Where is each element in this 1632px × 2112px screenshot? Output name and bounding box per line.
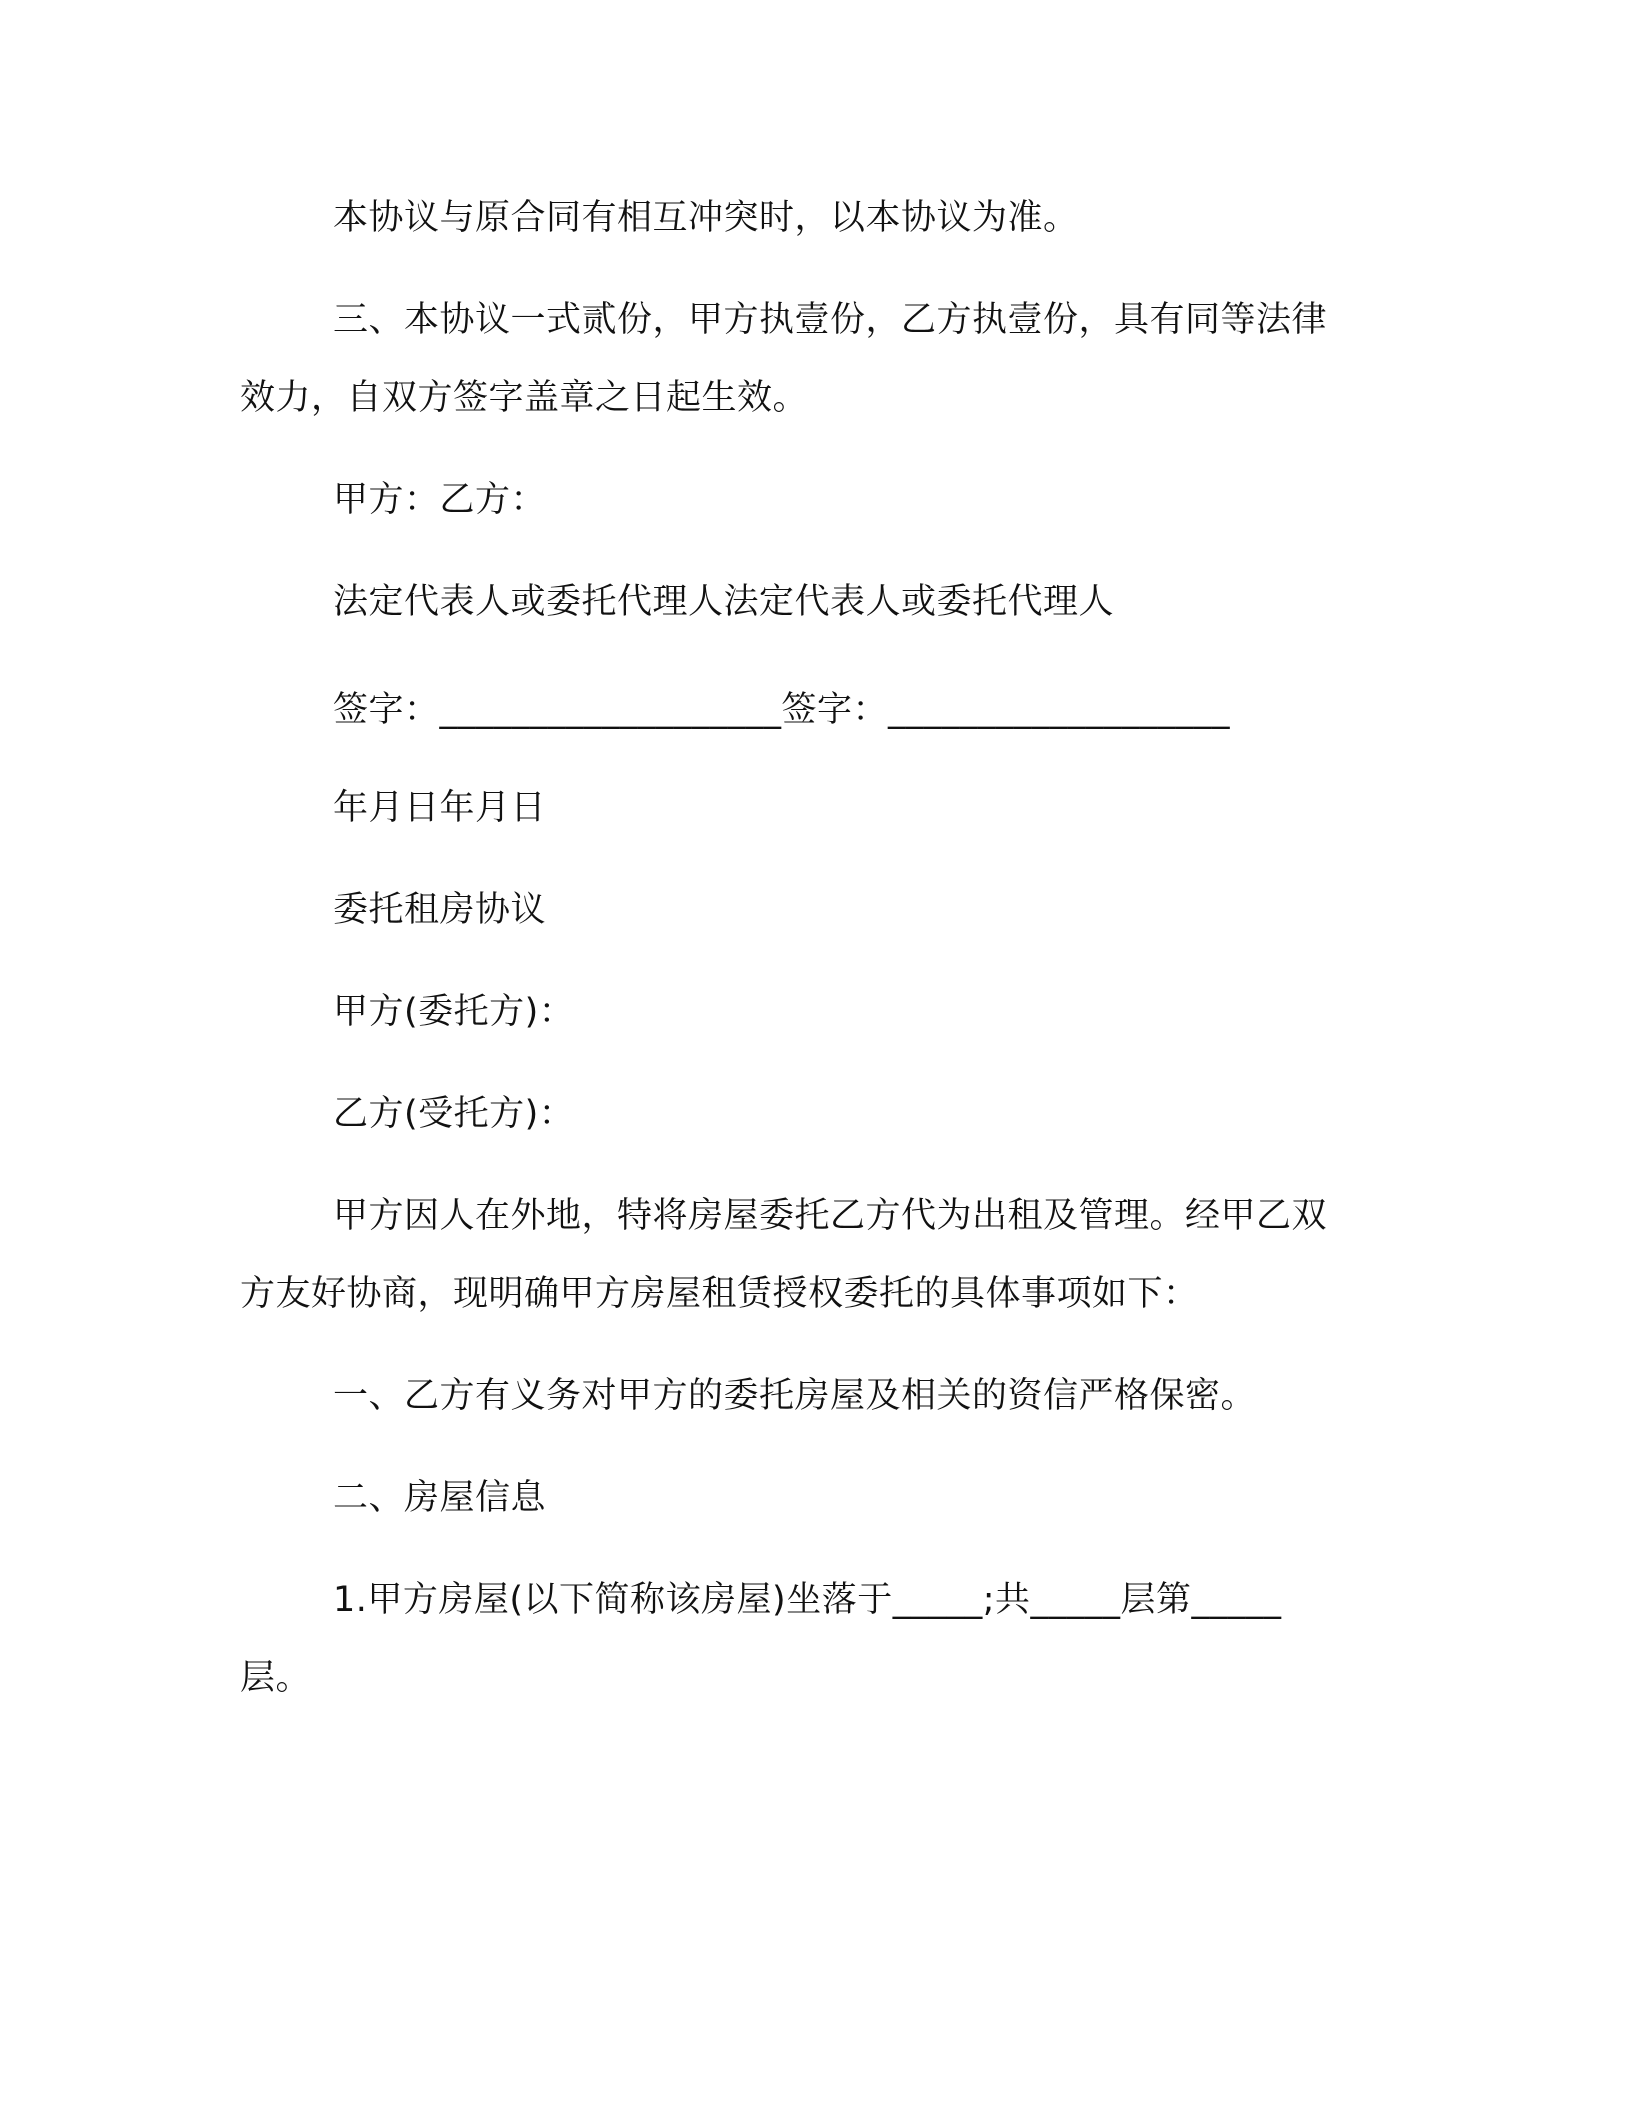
text-line-conflict-clause: 本协议与原合同有相互冲突时，以本协议为准。 <box>333 198 1079 238</box>
text-line-house-location-continued: 层。 <box>240 1658 312 1698</box>
text-line-parties: 甲方：乙方： <box>333 480 547 520</box>
text-line-representatives: 法定代表人或委托代理人法定代表人或委托代理人 <box>333 582 1115 622</box>
text-line-party-a: 甲方(委托方)： <box>333 992 575 1032</box>
text-line-intro: 甲方因人在外地，特将房屋委托乙方代为出租及管理。经甲乙双 <box>333 1196 1328 1236</box>
text-line-house-location: 1.甲方房屋(以下简称该房屋)坐落于_____;共_____层第_____ <box>333 1580 1282 1620</box>
text-line-effect-clause: 效力，自双方签字盖章之日起生效。 <box>240 378 809 418</box>
text-line-copies-clause: 三、本协议一式贰份，甲方执壹份，乙方执壹份，具有同等法律 <box>333 300 1328 340</box>
text-line-party-b: 乙方(受托方)： <box>333 1094 575 1134</box>
text-line-intro-continued: 方友好协商，现明确甲方房屋租赁授权委托的具体事项如下： <box>240 1274 1199 1314</box>
text-line-confidentiality: 一、乙方有义务对甲方的委托房屋及相关的资信严格保密。 <box>333 1376 1257 1416</box>
document-title: 委托租房协议 <box>333 890 547 930</box>
text-line-signatures: 签字：___________________签字：___________________ <box>333 690 1231 730</box>
section-heading-house-info: 二、房屋信息 <box>333 1478 547 1518</box>
text-line-dates: 年月日年月日 <box>333 788 547 828</box>
